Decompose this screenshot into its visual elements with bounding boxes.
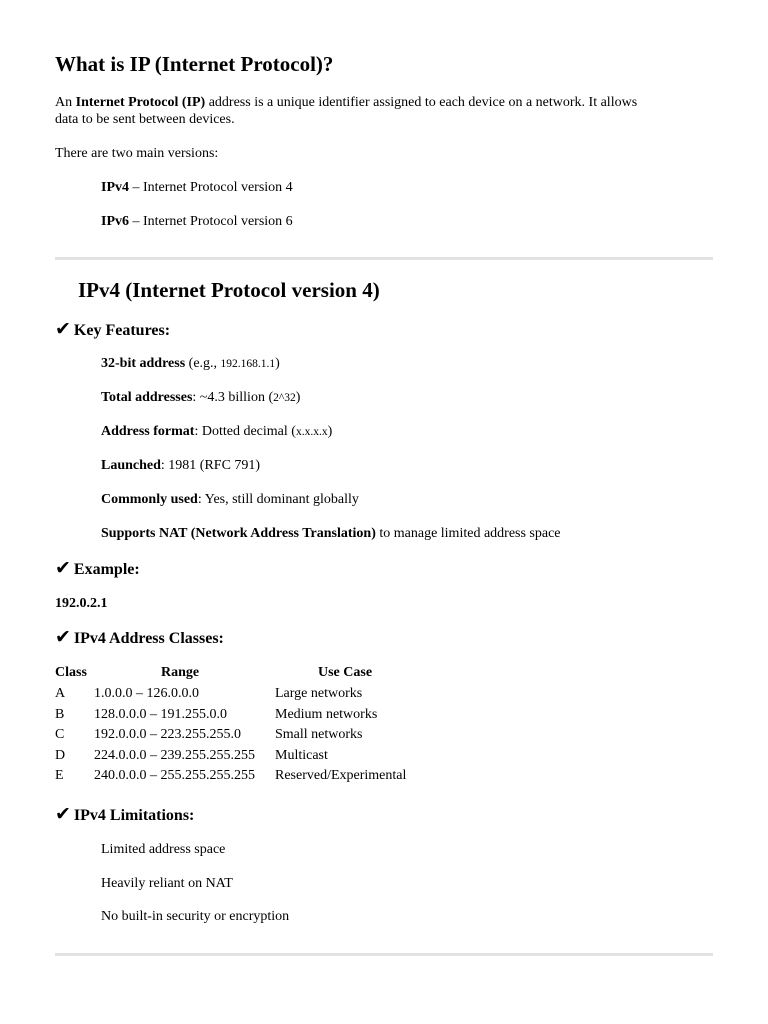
table-row	[55, 707, 455, 727]
feature-item-total	[101, 389, 300, 407]
version-desc: – Internet Protocol version 6	[129, 214, 293, 229]
cell-use-case: Multicast	[275, 748, 328, 763]
intro-paragraph-line-2: data to be sent between devices.	[55, 112, 235, 127]
check-icon: ✔	[55, 627, 71, 648]
feature-example: x.x.x.x	[295, 426, 328, 438]
table-row	[55, 768, 455, 788]
heading-text: IPv4 Limitations:	[73, 807, 195, 824]
cell-range: 224.0.0.0 – 239.255.255.255	[94, 748, 255, 763]
feature-item-address	[101, 355, 280, 373]
cell-range: 192.0.0.0 – 223.255.255.0	[94, 727, 241, 742]
header-use-case: Use Case	[318, 665, 373, 680]
feature-label: 32-bit address	[101, 356, 186, 371]
header-range: Range	[161, 665, 200, 680]
version-item-ipv4	[101, 179, 293, 196]
heading-text: IPv4 Address Classes:	[73, 630, 224, 647]
header-class: Class	[55, 665, 87, 680]
intro-bold-term: Internet Protocol (IP)	[75, 95, 206, 110]
version-item-ipv6	[101, 213, 293, 230]
cell-use-case: Reserved/Experimental	[275, 768, 407, 783]
check-icon: ✔	[55, 804, 71, 825]
cell-class: E	[55, 768, 64, 783]
feature-text: : Yes, still dominant globally	[197, 492, 359, 507]
cell-range: 240.0.0.0 – 255.255.255.255	[94, 768, 255, 783]
feature-label: Address format	[101, 424, 195, 439]
cell-class: C	[55, 727, 65, 742]
example-value: 192.0.2.1	[55, 596, 108, 611]
cell-use-case: Large networks	[275, 686, 363, 701]
page-title: What is IP (Internet Protocol)?	[55, 52, 334, 76]
cell-range: 128.0.0.0 – 191.255.0.0	[94, 707, 227, 722]
version-name: IPv4	[101, 180, 129, 195]
heading-text: Example:	[73, 561, 140, 578]
section-divider	[55, 257, 713, 260]
section-divider	[55, 953, 713, 956]
feature-example: 2^32	[273, 392, 296, 404]
classes-heading	[55, 626, 224, 649]
key-features-heading	[55, 318, 170, 341]
limitation-item: Heavily reliant on NAT	[101, 876, 233, 891]
feature-text: )	[295, 390, 301, 405]
example-heading	[55, 557, 140, 580]
table-row	[55, 727, 455, 747]
feature-label: Launched	[101, 458, 161, 473]
check-icon: ✔	[55, 558, 71, 579]
feature-item-launched	[101, 457, 260, 474]
version-desc: – Internet Protocol version 4	[129, 180, 293, 195]
intro-paragraph-line-1	[55, 94, 637, 111]
cell-use-case: Small networks	[275, 727, 363, 742]
cell-range: 1.0.0.0 – 126.0.0.0	[94, 686, 199, 701]
feature-text: to manage limited address space	[375, 526, 561, 541]
feature-text: )	[275, 356, 280, 371]
feature-item-common	[101, 491, 359, 508]
versions-intro: There are two main versions:	[55, 146, 219, 161]
version-name: IPv6	[101, 214, 129, 229]
table-header-row	[55, 665, 455, 685]
ipv4-section-title: IPv4 (Internet Protocol version 4)	[78, 278, 380, 302]
heading-text: Key Features:	[73, 322, 171, 339]
table-row	[55, 686, 455, 706]
feature-label: Commonly used	[101, 492, 198, 507]
feature-text: : 1981 (RFC 791)	[160, 458, 261, 473]
feature-text: (e.g.,	[185, 356, 221, 371]
cell-class: A	[55, 686, 66, 701]
intro-text: An	[55, 95, 76, 110]
limitations-heading	[55, 803, 194, 826]
feature-text: )	[327, 424, 333, 439]
table-row	[55, 748, 455, 768]
feature-example: 192.168.1.1	[220, 358, 276, 370]
feature-label: Total addresses	[101, 390, 193, 405]
intro-text: address is a unique identifier assigned to each device on a network. It allows	[205, 95, 638, 110]
cell-use-case: Medium networks	[275, 707, 378, 722]
feature-text: : ~4.3 billion (	[192, 390, 274, 405]
feature-item-format	[101, 423, 332, 441]
cell-class: B	[55, 707, 65, 722]
feature-text: : Dotted decimal (	[194, 424, 296, 439]
feature-label: Supports NAT (Network Address Translation)	[101, 526, 376, 541]
feature-item-nat	[101, 525, 561, 542]
limitation-item: Limited address space	[101, 842, 226, 857]
cell-class: D	[55, 748, 66, 763]
limitation-item: No built-in security or encryption	[101, 909, 290, 924]
check-icon: ✔	[55, 319, 71, 340]
